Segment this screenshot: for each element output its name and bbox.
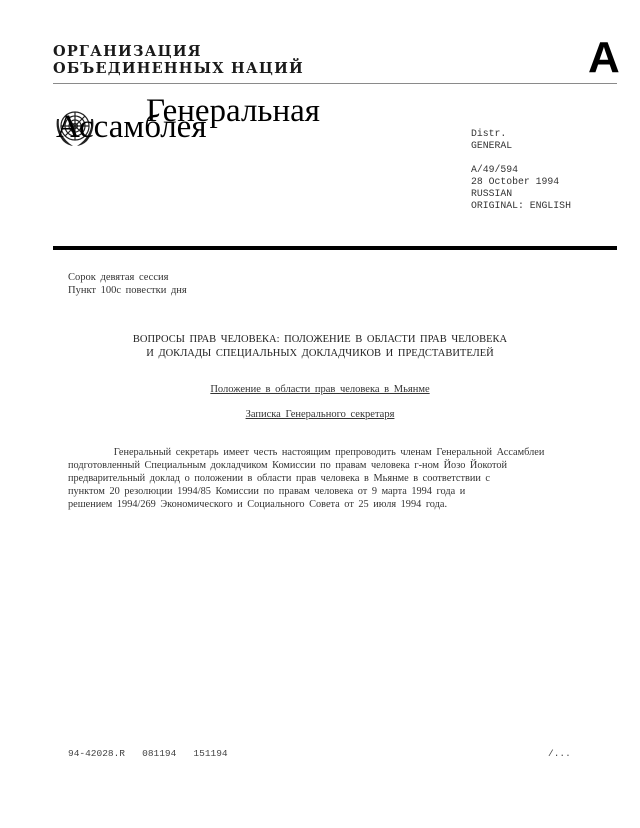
- job-number: 94-42028.R 081194 151194: [68, 748, 228, 759]
- document-language: RUSSIAN: [471, 188, 513, 199]
- header-divider: [53, 83, 617, 84]
- continuation-mark: /...: [548, 748, 571, 759]
- distribution-value: GENERAL: [471, 140, 513, 151]
- heavy-divider: [53, 246, 617, 250]
- agenda-item: Пункт 100с повестки дня: [68, 285, 187, 296]
- meta-spacer: [471, 152, 571, 164]
- document-date: 28 October 1994: [471, 176, 560, 187]
- distr-label: Distr.: [471, 128, 507, 139]
- body-line: решением 1994/269 Экономического и Социального Совета от 25 июля 1994 года.: [68, 499, 448, 510]
- document-series-letter: A: [588, 33, 620, 82]
- body-line: пунктом 20 резолюции 1994/85 Комиссии по правам человека от 9 марта 1994 года и: [68, 486, 466, 497]
- note-subheading: [0, 408, 640, 421]
- organ-title-line-1: Генеральная: [146, 93, 320, 129]
- document-symbol: A/49/594: [471, 164, 519, 175]
- session-info: [68, 271, 187, 297]
- original-language: ORIGINAL: ENGLISH: [471, 200, 571, 211]
- session-number: Сорок девятая сессия: [68, 272, 169, 283]
- organization-name: [53, 43, 304, 77]
- document-metadata: [471, 128, 571, 212]
- body-line: подготовленный Специальным докладчиком Комиссии по правам человека г-ном Йозо Йокотой: [68, 460, 508, 471]
- body-line: предварительный доклад о положении в области прав человека в Мьянме в соответствии с: [68, 473, 490, 484]
- topic-subheading: [0, 383, 640, 396]
- note-subheading-text: Записка Генерального секретаря: [245, 409, 395, 420]
- organ-title-line-2: Ассамблея: [56, 109, 207, 145]
- org-line-1: ОРГАНИЗАЦИЯ: [53, 43, 202, 60]
- org-line-2: ОБЪЕДИНЕННЫХ НАЦИЙ: [53, 60, 304, 77]
- heading-line-1: ВОПРОСЫ ПРАВ ЧЕЛОВЕКА: ПОЛОЖЕНИЕ В ОБЛАСТИ ПРАВ ЧЕЛОВЕКА: [132, 334, 508, 345]
- body-line: Генеральный секретарь имеет честь настоящим препроводить членам Генеральной Ассамблеи: [68, 447, 545, 458]
- body-paragraph: [68, 446, 568, 511]
- topic-subheading-text: Положение в области прав человека в Мьянме: [210, 384, 430, 395]
- heading-line-2: И ДОКЛАДЫ СПЕЦИАЛЬНЫХ ДОКЛАДЧИКОВ И ПРЕДСТАВИТЕЛЕЙ: [146, 348, 494, 359]
- document-heading: [0, 333, 640, 361]
